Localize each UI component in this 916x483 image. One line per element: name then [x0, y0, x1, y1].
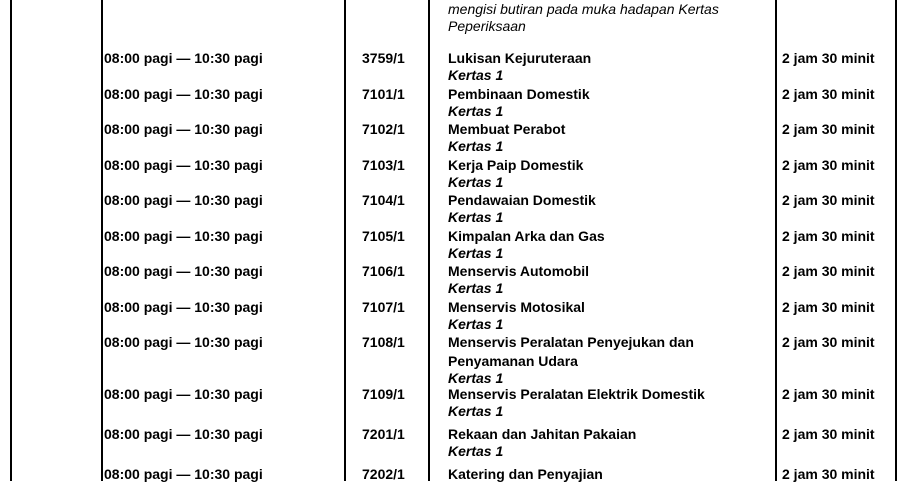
- exam-time: 08:00 pagi — 10:30 pagi: [104, 228, 263, 244]
- paper-label: Kertas 1: [448, 209, 504, 225]
- exam-time: 08:00 pagi — 10:30 pagi: [104, 192, 263, 208]
- exam-duration: 2 jam 30 minit: [782, 466, 875, 482]
- column-divider-time: [101, 0, 103, 481]
- exam-duration: 2 jam 30 minit: [782, 192, 875, 208]
- paper-code: 7108/1: [362, 334, 405, 350]
- subject-name: Menservis Automobil: [448, 263, 590, 279]
- subject-name: Rekaan dan Jahitan Pakaian: [448, 426, 637, 442]
- exam-duration: 2 jam 30 minit: [782, 157, 875, 173]
- subject-name: Katering dan Penyajian: [448, 466, 603, 482]
- subject-name: Menservis Peralatan Elektrik Domestik: [448, 386, 705, 402]
- column-divider-duration: [775, 0, 777, 481]
- exam-duration: 2 jam 30 minit: [782, 86, 875, 102]
- exam-time: 08:00 pagi — 10:30 pagi: [104, 466, 263, 482]
- exam-duration: 2 jam 30 minit: [782, 426, 875, 442]
- exam-duration: 2 jam 30 minit: [782, 228, 875, 244]
- paper-code: 7102/1: [362, 121, 405, 137]
- paper-label: Kertas 1: [448, 245, 504, 261]
- exam-time: 08:00 pagi — 10:30 pagi: [104, 50, 263, 66]
- paper-label: Kertas 1: [448, 403, 504, 419]
- exam-time: 08:00 pagi — 10:30 pagi: [104, 121, 263, 137]
- paper-code: 7201/1: [362, 426, 405, 442]
- paper-label: Kertas 1: [448, 370, 504, 386]
- paper-label: Kertas 1: [448, 280, 504, 296]
- exam-duration: 2 jam 30 minit: [782, 121, 875, 137]
- subject-name: Pembinaan Domestik: [448, 86, 590, 102]
- paper-code: 7107/1: [362, 299, 405, 315]
- paper-code: 7109/1: [362, 386, 405, 402]
- exam-duration: 2 jam 30 minit: [782, 263, 875, 279]
- subject-name: Penyamanan Udara: [448, 353, 578, 369]
- paper-label: Kertas 1: [448, 103, 504, 119]
- paper-label: Kertas 1: [448, 67, 504, 83]
- exam-time: 08:00 pagi — 10:30 pagi: [104, 334, 263, 350]
- exam-time: 08:00 pagi — 10:30 pagi: [104, 426, 263, 442]
- subject-name: Menservis Motosikal: [448, 299, 585, 315]
- paper-code: 7101/1: [362, 86, 405, 102]
- subject-name: Kimpalan Arka dan Gas: [448, 228, 605, 244]
- paper-code: 7202/1: [362, 466, 405, 482]
- paper-label: Kertas 1: [448, 174, 504, 190]
- exam-time: 08:00 pagi — 10:30 pagi: [104, 157, 263, 173]
- paper-label: Kertas 1: [448, 443, 504, 459]
- paper-label: Kertas 1: [448, 138, 504, 154]
- paper-code: 7106/1: [362, 263, 405, 279]
- subject-name: Pendawaian Domestik: [448, 192, 596, 208]
- exam-duration: 2 jam 30 minit: [782, 50, 875, 66]
- instruction-note: [448, 1, 719, 35]
- exam-time: 08:00 pagi — 10:30 pagi: [104, 386, 263, 402]
- instruction-note-line: mengisi butiran pada muka hadapan Kertas: [448, 1, 719, 17]
- subject-name: Lukisan Kejuruteraan: [448, 50, 592, 66]
- paper-code: 7103/1: [362, 157, 405, 173]
- subject-name: Kerja Paip Domestik: [448, 157, 584, 173]
- paper-code: 7104/1: [362, 192, 405, 208]
- exam-time: 08:00 pagi — 10:30 pagi: [104, 299, 263, 315]
- exam-duration: 2 jam 30 minit: [782, 386, 875, 402]
- table-border-left: [10, 0, 12, 481]
- exam-time: 08:00 pagi — 10:30 pagi: [104, 86, 263, 102]
- instruction-note-line: Peperiksaan: [448, 18, 526, 34]
- column-divider-code: [344, 0, 346, 481]
- subject-name: Menservis Peralatan Penyejukan dan: [448, 334, 694, 350]
- table-border-right: [895, 0, 897, 481]
- exam-time: 08:00 pagi — 10:30 pagi: [104, 263, 263, 279]
- paper-label: Kertas 1: [448, 316, 504, 332]
- subject-name: Membuat Perabot: [448, 121, 566, 137]
- paper-code: 7105/1: [362, 228, 405, 244]
- exam-duration: 2 jam 30 minit: [782, 334, 875, 350]
- exam-duration: 2 jam 30 minit: [782, 299, 875, 315]
- column-divider-subject: [428, 0, 430, 481]
- paper-code: 3759/1: [362, 50, 405, 66]
